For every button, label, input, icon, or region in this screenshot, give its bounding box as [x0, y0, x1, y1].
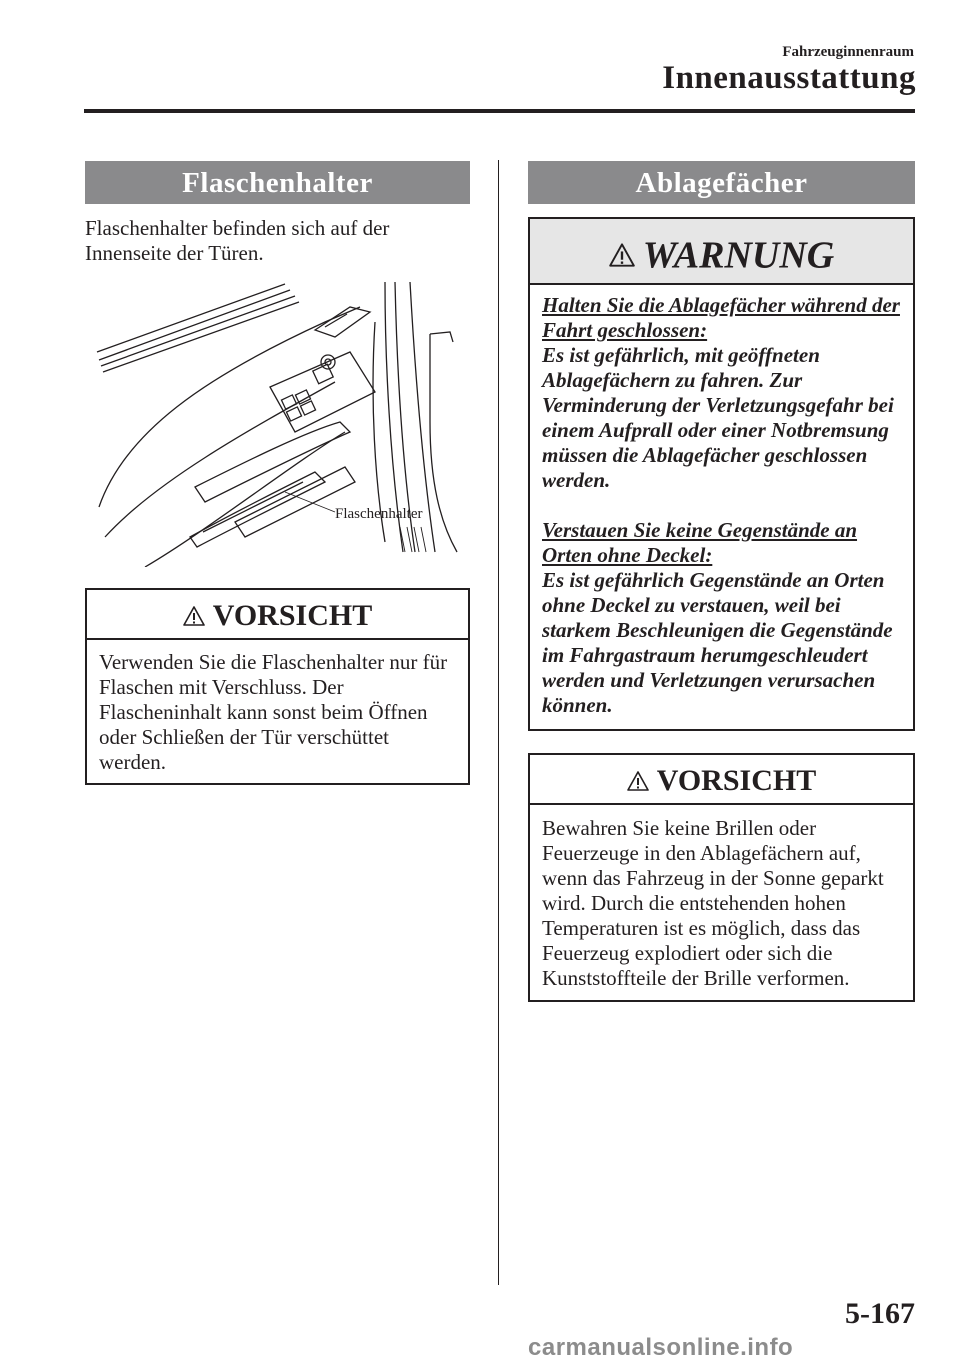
warning-text-1: Es ist gefährlich, mit geöffneten Ablagefächern zu fahren. Zur Verminderung der Verletzungsgefahr bei einem Aufprall oder einer Notbremsung müssen die Ablagefächer geschlossen werden. — [542, 343, 894, 492]
caution-header — [530, 755, 913, 805]
warning-title: WARNUNG — [642, 234, 835, 277]
warning-triangle-icon — [627, 771, 649, 791]
door-bottle-holder-illustration — [85, 282, 470, 567]
warning-heading-1: Halten Sie die Ablagefächer während der Fahrt geschlossen: — [542, 293, 900, 342]
page-number: 5-167 — [845, 1297, 915, 1330]
warning-triangle-icon — [609, 243, 635, 267]
caution-text: Bewahren Sie keine Brillen oder Feuerzeuge in den Ablagefächern auf, wenn das Fahrzeug in der Sonne geparkt wird. Durch die entstehenden hohen Temperaturen ist es möglich, dass das Feuerzeug explodiert oder sich die Kunststoffteile der Brille verformen. — [542, 816, 884, 990]
caution-title: VORSICHT — [656, 764, 817, 798]
watermark: carmanualsonline.info — [528, 1334, 794, 1361]
column-divider — [498, 160, 499, 1285]
warning-header — [530, 219, 913, 285]
bottle-holder-intro: Flaschenhalter befinden sich auf der Innenseite der Türen. — [85, 216, 390, 265]
warning-body — [542, 293, 905, 718]
bottle-holder-heading: Flaschenhalter — [85, 161, 470, 204]
warning-text-2: Es ist gefährlich Gegenstände an Orten ohne Deckel zu verstauen, weil bei starkem Beschleunigen die Gegenstände im Fahrgastraum herumgeschleudert werden und Verletzungen verursachen können. — [542, 568, 893, 717]
figure-label-bottle-holder: Flaschenhalter — [335, 506, 423, 522]
warning-triangle-icon — [183, 606, 205, 626]
caution-box-storage — [528, 753, 915, 1002]
warning-box — [528, 217, 915, 731]
storage-compartments-heading: Ablagefächer — [528, 161, 915, 204]
caution-text: Verwenden Sie die Flaschenhalter nur für Flaschen mit Verschluss. Der Flascheninhalt kann sonst beim Öffnen oder Schließen der Tür verschüttet werden. — [99, 650, 448, 774]
section-title: Innenausstattung — [662, 60, 916, 96]
caution-header — [87, 590, 468, 640]
header-rule — [84, 109, 915, 113]
caution-box-bottle-holder — [85, 588, 470, 785]
warning-heading-2: Verstauen Sie keine Gegenstände an Orten ohne Deckel: — [542, 518, 858, 567]
chapter-title: Fahrzeuginnenraum — [782, 44, 914, 60]
caution-title: VORSICHT — [212, 599, 373, 633]
